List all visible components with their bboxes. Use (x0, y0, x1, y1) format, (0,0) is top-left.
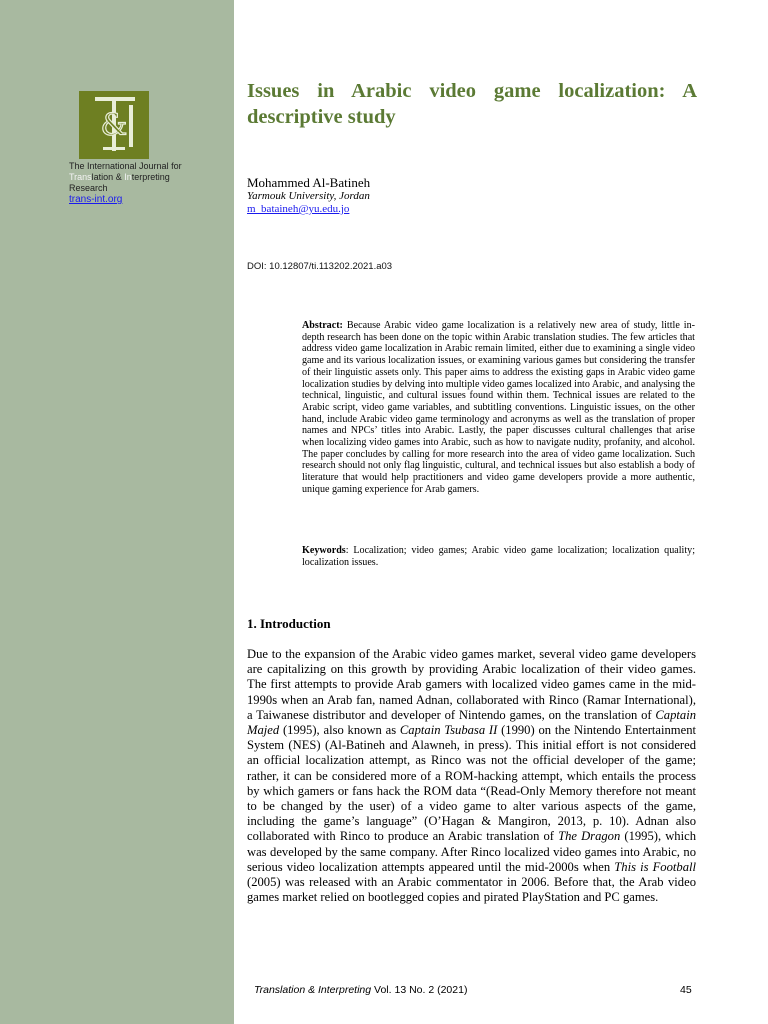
journal-name (69, 161, 229, 205)
intro-italic-1: Captain Majed (247, 707, 696, 738)
keywords-text: : Localization; video games; Arabic video game localization; localization quality; localization issues. (302, 545, 695, 568)
journal-line-3: Research (69, 183, 108, 193)
author-email-link[interactable]: m_bataineh@yu.edu.jo (247, 203, 350, 215)
journal-line-1: The International Journal for (69, 161, 182, 171)
article-title: Issues in Arabic video game localization: A descriptive study (247, 80, 697, 128)
abstract-text: Because Arabic video game localization is a relatively new area of study, little in-depth research has been done on the topic within Arabic translation studies. The few articles that address video game localization in Arabic remain limited, either due to examining a single video game and its various localization issues, or examining various games but considering the transfer of their linguistic assets only. This paper aims to address the existing gaps in Arabic video game localization studies by delving into multiple video games localized into Arabic, and analysing the technical, linguistic, and cultural issues found within them. Technical issues are related to the Arabic script, video game variables, and subtitling conventions. Linguistic issues, on the other hand, include Arabic video game terminology and acronyms as well as the translation of proper names and NPCs’ titles into Arabic. Lastly, the paper discusses cultural challenges that arise when localizing video games into Arabic, such as how to navigate nudity, profanity, and alcohol. The paper concludes by calling for more research into the area of video game localization. Such research should not only flag linguistic, cultural, and technical issues but also establish a body of literature that would help practitioners and video game developers provide a more authentic, unique gaming experience for Arab gamers. (302, 320, 696, 495)
section-heading-introduction: 1. Introduction (247, 616, 331, 631)
keywords (302, 545, 695, 568)
journal-int-highlight: In (124, 172, 132, 182)
journal-trans-highlight: Trans (69, 172, 92, 182)
author-block (247, 175, 547, 216)
abstract (302, 320, 695, 496)
author-name: Mohammed Al-Batineh (247, 175, 371, 190)
intro-text-2: (1995), also known as (279, 723, 400, 738)
journal-logo-icon (79, 91, 149, 159)
intro-text-1: Due to the expansion of the Arabic video games market, several video game developers are capitalizing on this growth by providing Arabic localization of their video games. The first attempts to provide Arab gamers with localized video games came in the mid-1990s when an Arab fan, named Adnan, collaborated with Rinco (Ramar International), a Taiwanese distributor and developer of Nintendo games, on the translation of (247, 647, 696, 722)
intro-italic-4: This is Football (614, 859, 696, 874)
page-number: 45 (680, 984, 692, 996)
sidebar (0, 0, 234, 1024)
footer-volume: Vol. 13 No. 2 (2021) (371, 984, 468, 996)
intro-text-4: (1995), which was developed by the same company. After Rinco localized video games into Arabic, no serious video localization attempts appeared until the mid-2000s when (247, 829, 696, 874)
keywords-label: Keywords (302, 545, 346, 556)
intro-italic-2: Captain Tsubasa II (399, 723, 498, 738)
journal-website-link[interactable]: trans-int.org (69, 194, 123, 205)
author-affiliation: Yarmouk University, Jordan (247, 190, 370, 202)
abstract-label: Abstract: (302, 320, 343, 331)
intro-text-3: (1990) on the Nintendo Entertainment System (NES) (Al-Batineh and Alawneh, in press). This initial effort is not considered an official localization attempt, as Rinco was not the official developer of the game; rather, it can be considered more of a ROM-hacking attempt, which entails the process by which gamers or fans hack the ROM data “(Read-Only Memory therefore not meant to be changed by the user) of a video game to alter various aspects of the game, including the game’s language” (O’Hagan & Mangiron, 2013, p. 10). Adnan also collaborated with Rinco to produce an Arabic translation of (247, 723, 696, 844)
svg-text:&: & (100, 108, 128, 143)
footer-journal-name: Translation & Interpreting (254, 984, 372, 996)
doi: DOI: 10.12807/ti.113202.2021.a03 (247, 261, 393, 272)
intro-text-5: (2005) was released with an Arabic commentator in 2006. Before that, the Arab video games market relied on bootlegged copies and pirated PlayStation and PC games. (247, 875, 696, 905)
intro-italic-3: The Dragon (558, 829, 621, 844)
introduction-paragraph (247, 647, 696, 905)
footer-journal (254, 984, 467, 996)
journal-int-rest: terpreting (131, 172, 170, 182)
journal-trans-rest: lation & (91, 172, 125, 182)
